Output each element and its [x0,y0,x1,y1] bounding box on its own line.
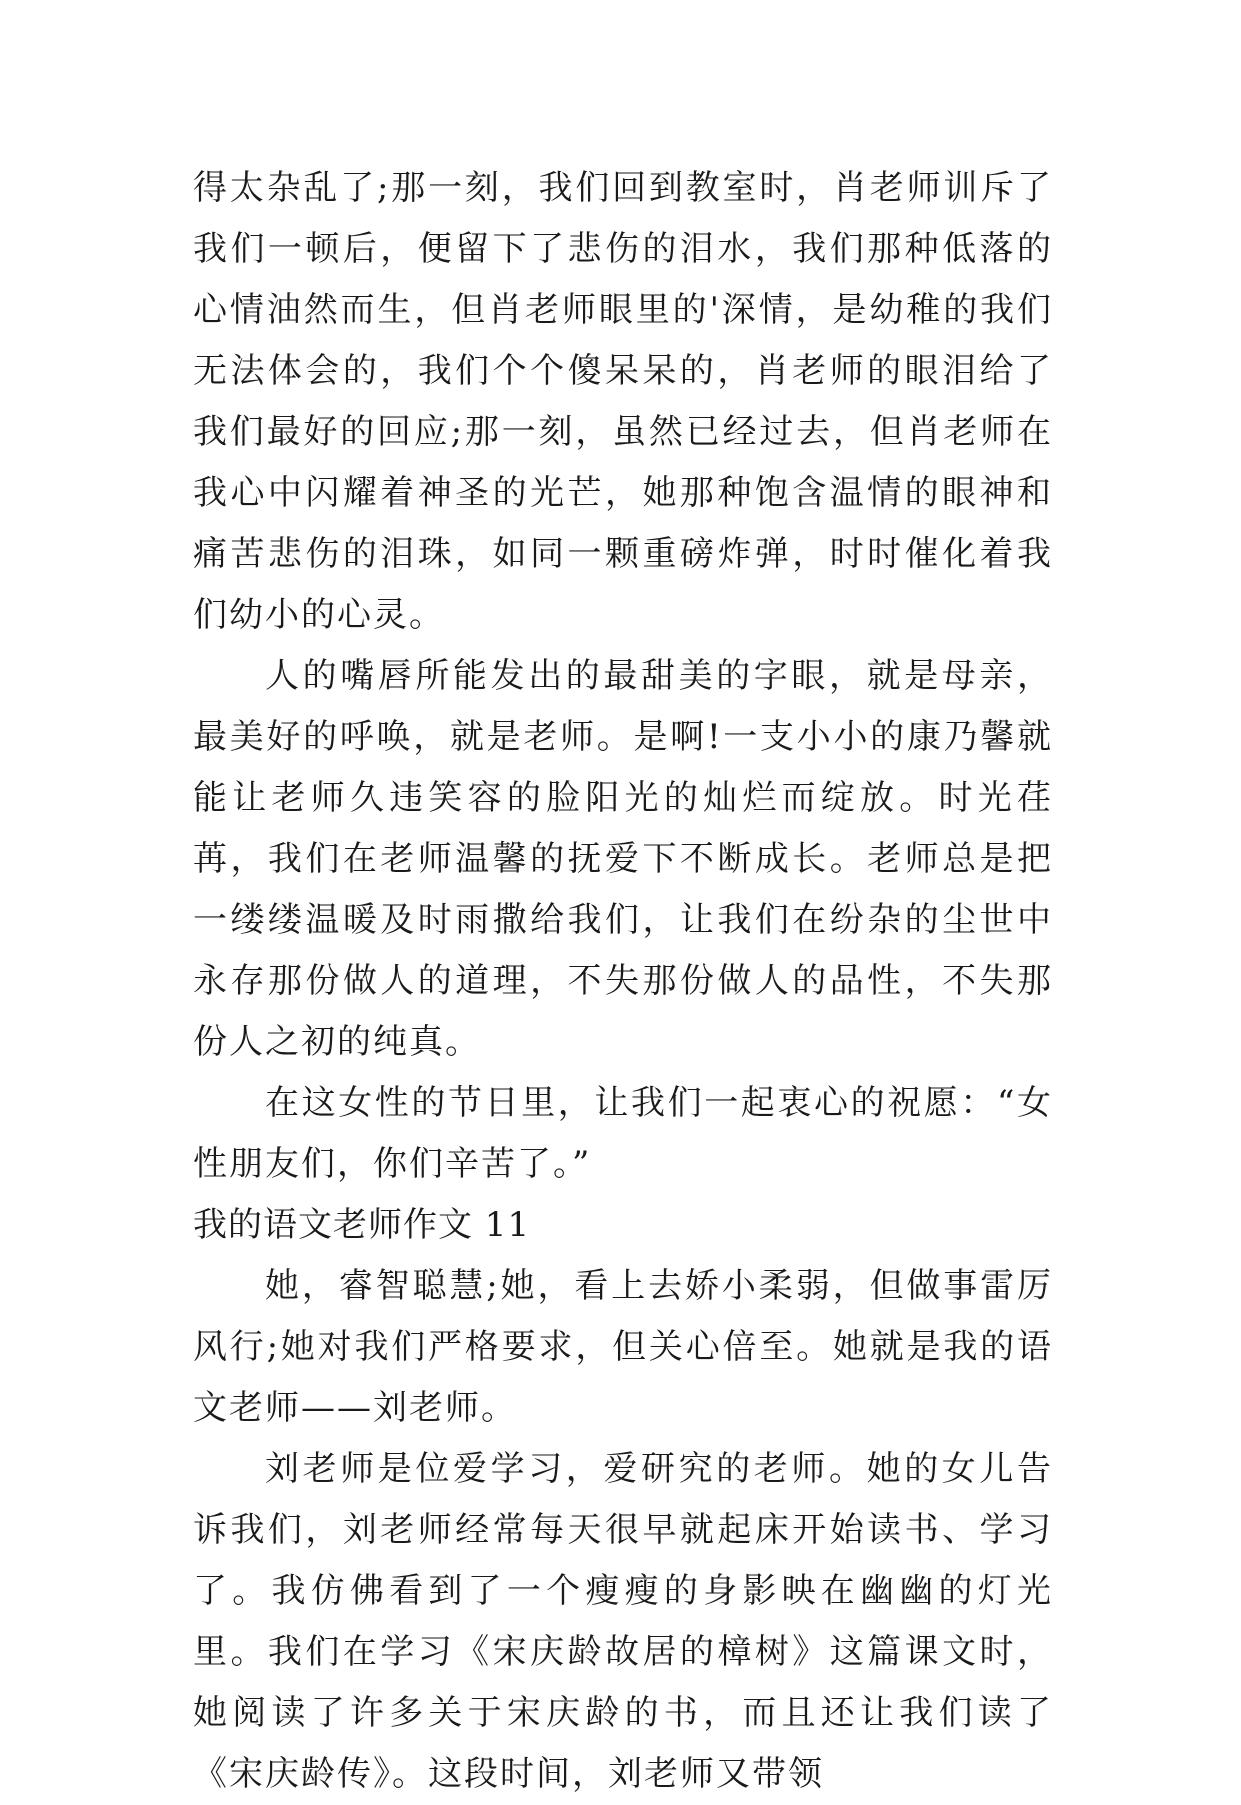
paragraph: 刘老师是位爱学习，爱研究的老师。她的女儿告诉我们，刘老师经常每天很早就起床开始读书、学习了。我仿佛看到了一个瘦瘦的身影映在幽幽的灯光里。我们在学习《宋庆龄故居的樟树》这篇课文时，她阅读了许多关于宋庆龄的书，而且还让我们读了《宋庆龄传》。这段时间，刘老师又带领 [193,1449,1053,1794]
paragraph: 在这女性的节日里，让我们一起衷心的祝愿：“女性朋友们，你们辛苦了。” [193,1083,1053,1184]
paragraph: 得太杂乱了;那一刻，我们回到教室时，肖老师训斥了我们一顿后，便留下了悲伤的泪水，我们那种低落的心情油然而生，但肖老师眼里的'深情，是幼稚的我们无法体会的，我们个个傻呆呆的，肖老师的眼泪给了我们最好的回应;那一刻，虽然已经过去，但肖老师在我心中闪耀着神圣的光芒，她那种饱含温情的眼神和痛苦悲伤的泪珠，如同一颗重磅炸弹，时时催化着我们幼小的心灵。 [193,168,1053,635]
paragraph: 她，睿智聪慧;她，看上去娇小柔弱，但做事雷厉风行;她对我们严格要求，但关心倍至。她就是我的语文老师——刘老师。 [193,1266,1053,1428]
paragraph: 人的嘴唇所能发出的最甜美的字眼，就是母亲，最美好的呼唤，就是老师。是啊!一支小小的康乃馨就能让老师久违笑容的脸阳光的灿烂而绽放。时光荏苒，我们在老师温馨的抚爱下不断成长。老师总是把一缕缕温暖及时雨撒给我们，让我们在纷杂的尘世中永存那份做人的道理，不失那份做人的品性，不失那份人之初的纯真。 [193,656,1053,1062]
document-body [193,158,1053,1805]
section-title: 我的语文老师作文 11 [193,1205,531,1245]
